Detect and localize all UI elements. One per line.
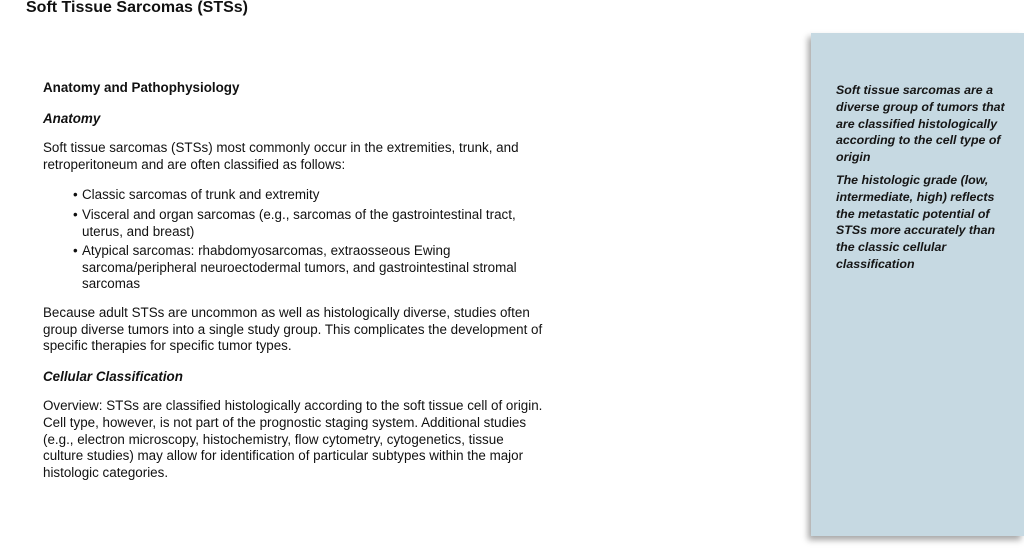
- anatomy-heading: Anatomy: [43, 110, 101, 126]
- sidebar-note: Soft tissue sarcomas are a diverse group of tumors that are classified histologically according to the cell type of origin: [836, 83, 1005, 165]
- classification-list: [43, 187, 543, 293]
- list-item-text: Atypical sarcomas: rhabdomyosarcomas, extraosseous Ewing sarcoma/peripheral neuroectodermal tumors, and gastrointestinal stromal sarcomas: [82, 243, 517, 292]
- anatomy-intro: Soft tissue sarcomas (STSs) most commonly occur in the extremities, trunk, and retroperitoneum and are often classified as follows:: [43, 140, 519, 172]
- sidebar-note: The histologic grade (low, intermediate, high) reflects the metastatic potential of STSs more accurately than the classic cellular classification: [836, 172, 996, 271]
- cellular-overview: Overview: STSs are classified histologically according to the soft tissue cell of origin. Cell type, however, is not part of the prognostic staging system. Additional studies (e.g., electron microscopy, histochemistry, flow cytometry, cytogenetics, tissue culture studies) may allow for identification of particular subtypes within the major histologic categories.: [43, 398, 543, 480]
- sidebar-callout: [811, 33, 1024, 536]
- bullet-icon: •: [73, 206, 78, 222]
- sidebar-notes: [836, 82, 1016, 279]
- list-item: [73, 187, 543, 204]
- list-item: [73, 207, 543, 240]
- section-heading: Anatomy and Pathophysiology: [43, 80, 240, 95]
- cellular-classification-heading: Cellular Classification: [43, 368, 183, 384]
- bullet-icon: •: [73, 243, 78, 259]
- list-item-text: Visceral and organ sarcomas (e.g., sarcomas of the gastrointestinal tract, uterus, and breast): [82, 206, 516, 239]
- list-item-text: Classic sarcomas of trunk and extremity: [82, 187, 320, 203]
- page-title: Soft Tissue Sarcomas (STSs): [26, 0, 248, 16]
- bullet-icon: •: [73, 187, 78, 203]
- list-item: [73, 243, 543, 293]
- main-content: [43, 80, 543, 495]
- anatomy-closing: Because adult STSs are uncommon as well as histologically diverse, studies often group diverse tumors into a single study group. This complicates the development of specific therapies for specific tumor types.: [43, 304, 543, 354]
